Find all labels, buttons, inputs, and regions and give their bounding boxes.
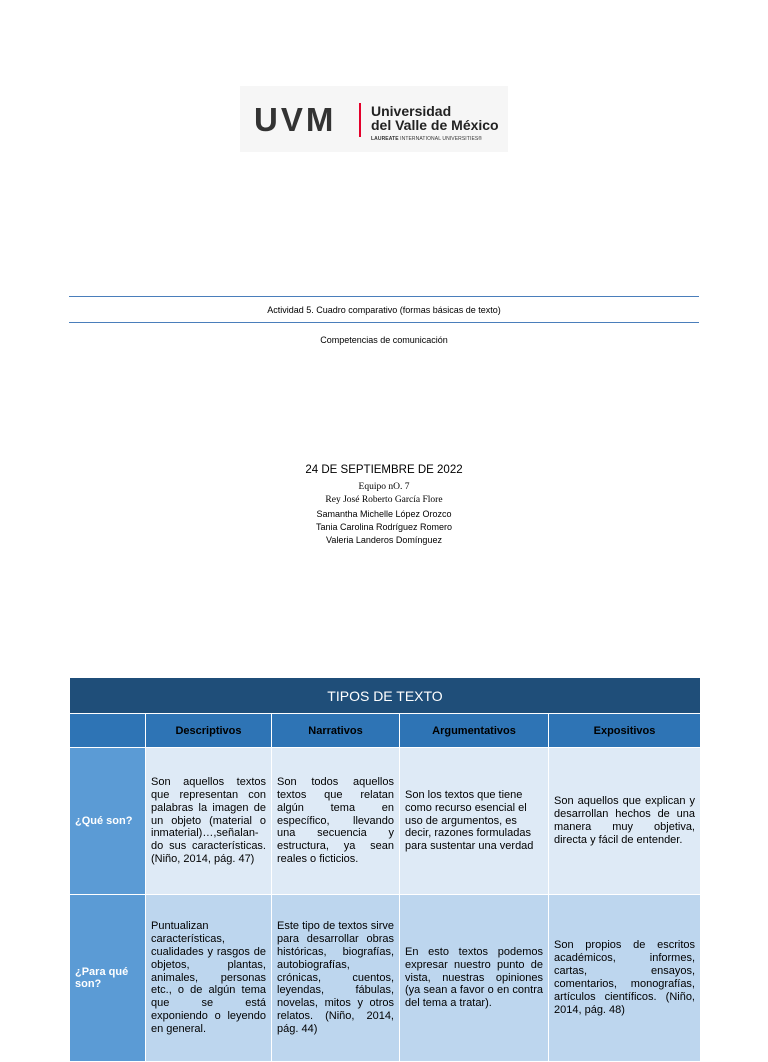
- logo-name-line2: del Valle de México: [371, 117, 499, 133]
- logo-divider: [359, 103, 361, 137]
- logo-tagline: [371, 136, 482, 142]
- column-header: Descriptivos: [146, 714, 272, 748]
- table-cell: Son propios de escritos académicos, informes, cartas, ensayos, comentarios, monografías, artículos científicos. (Niño, 2014, pág. 48): [549, 895, 701, 1062]
- table-title: TIPOS DE TEXTO: [70, 678, 701, 714]
- table-row: [70, 895, 701, 1062]
- table-cell: Son los textos que tiene como recurso esencial el uso de argumentos, es decir, razones formuladas para sustentar una verdad: [400, 748, 549, 895]
- table-corner-cell: [70, 714, 146, 748]
- bottom-rule: [69, 322, 699, 323]
- table-cell: Son aquellos textos que representan con palabras la imagen de un objeto (material o inmaterial)…,señalan-do sus características. (Niño, 2014, pág. 47): [146, 748, 272, 895]
- team-number: Equipo nO. 7: [358, 482, 410, 492]
- team-member: Valeria Landeros Domínguez: [326, 535, 442, 545]
- team-member: Samantha Michelle López Orozco: [316, 509, 452, 519]
- subject-title: Competencias de comunicación: [320, 335, 448, 345]
- table-row: [70, 748, 701, 895]
- logo-tagline-bold: LAUREATE: [371, 136, 399, 142]
- row-label: ¿Para qué son?: [70, 895, 146, 1062]
- logo-tagline-rest: INTERNATIONAL UNIVERSITIES®: [398, 136, 483, 142]
- column-header: Narrativos: [272, 714, 400, 748]
- row-label: ¿Qué son?: [70, 748, 146, 895]
- table-cell: En esto textos podemos expresar nuestro punto de vista, nuestras opiniones (ya sean a favor o en contra del tema a tratar).: [400, 895, 549, 1062]
- column-header: Argumentativos: [400, 714, 549, 748]
- activity-title: Actividad 5. Cuadro comparativo (formas básicas de texto): [267, 305, 501, 315]
- table-cell: Son aquellos que explican y desarrollan hechos de una manera muy objetiva, directa y fácil de entender.: [549, 748, 701, 895]
- table-cell: Puntualizan características, cualidades y rasgos de objetos, plantas, animales, personas etc., o de algún tema que se está exponiendo o leyendo en general.: [146, 895, 272, 1062]
- logo-acronym: UVM: [254, 101, 337, 138]
- table-cell: Este tipo de textos sirve para desarrollar obras históricas, biografías, autobiografías, crónicas, cuentos, leyendas, fábulas, novelas, mitos y otros relatos. (Niño, 2014, pág. 44): [272, 895, 400, 1062]
- team-member: Tania Carolina Rodríguez Romero: [315, 522, 453, 532]
- comparison-table: [69, 677, 701, 1062]
- table-cell: Son todos aquellos textos que relatan algún tema en específico, llevando una secuencia y estructura, ya sean reales o ficticios.: [272, 748, 400, 895]
- top-rule: [69, 296, 699, 297]
- team-member: Rey José Roberto García Flore: [325, 495, 443, 505]
- uvm-logo: [240, 86, 508, 152]
- document-date: 24 DE SEPTIEMBRE DE 2022: [305, 464, 463, 476]
- logo-name-line1: Universidad: [371, 103, 452, 119]
- column-header: Expositivos: [549, 714, 701, 748]
